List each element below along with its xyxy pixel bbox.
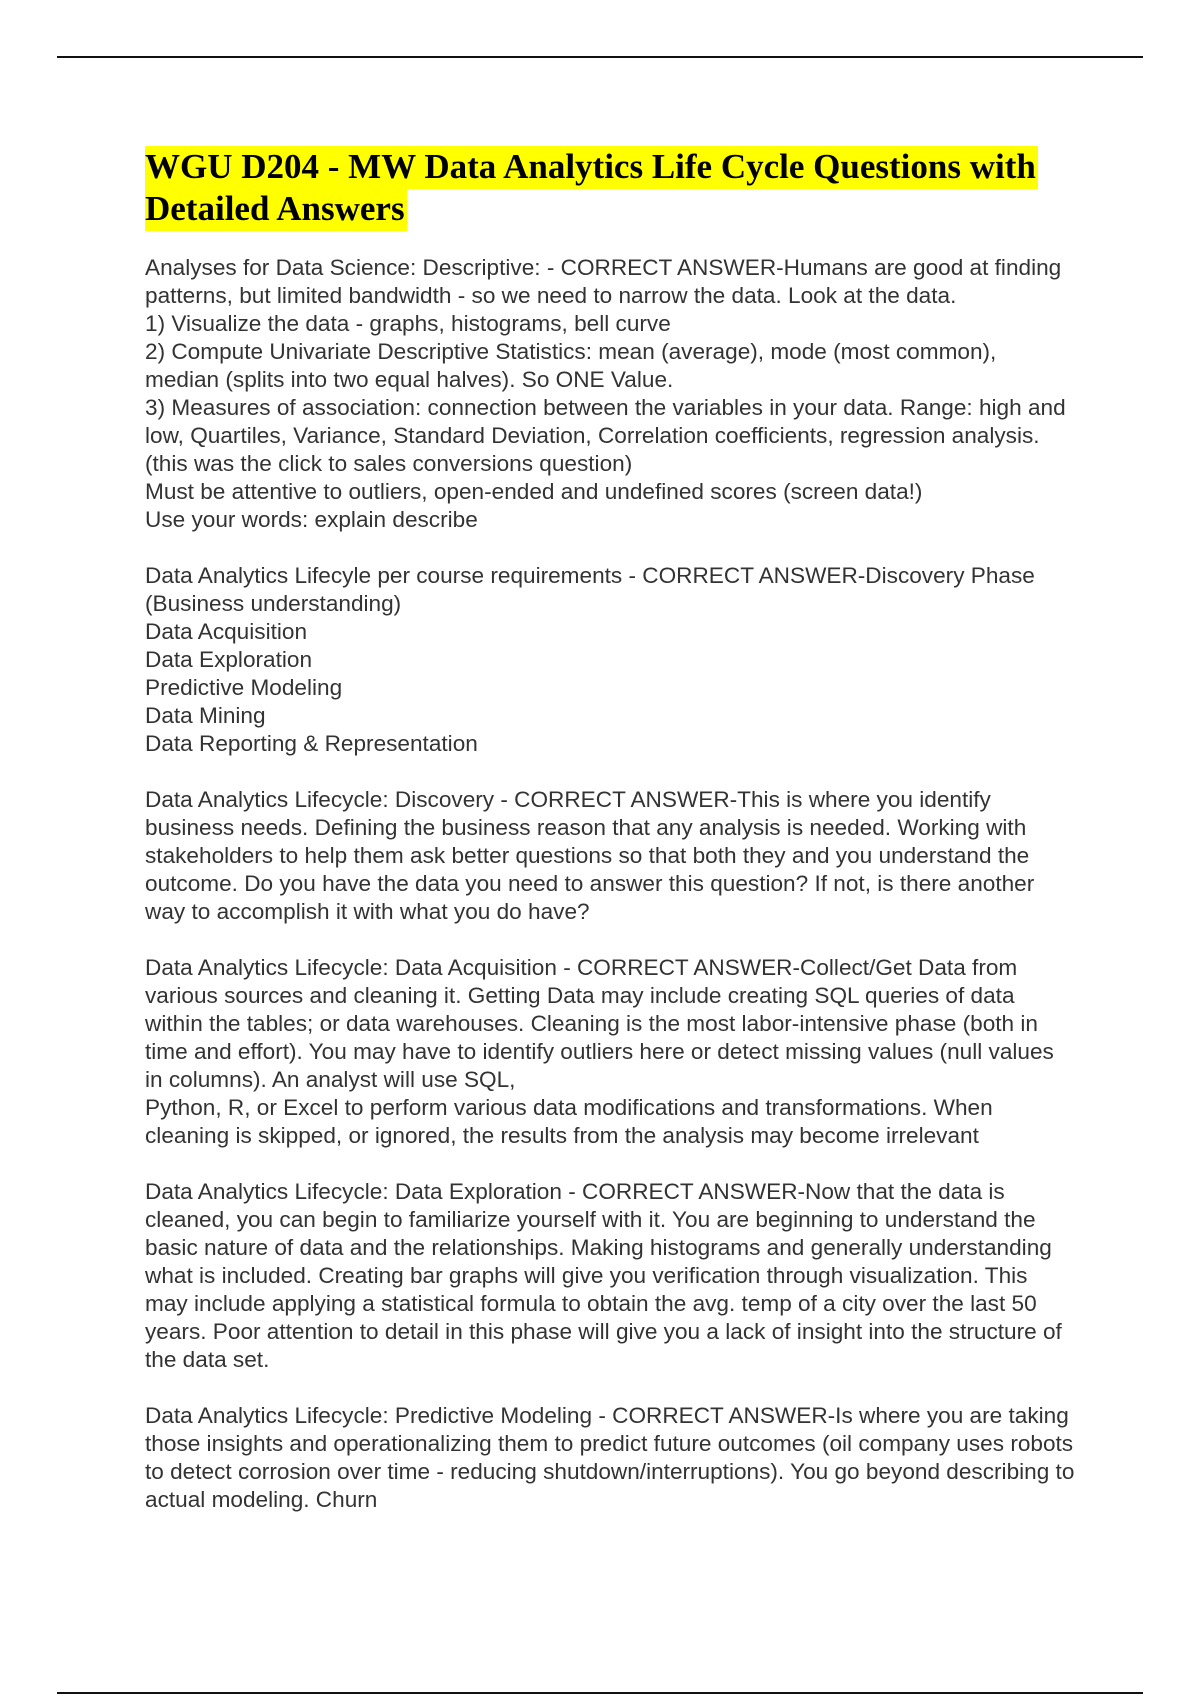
qa-entry-data-exploration xyxy=(145,1178,1075,1374)
qa-entry-predictive-modeling xyxy=(145,1402,1075,1514)
entry-line: Python, R, or Excel to perform various data modifications and transformations. When cleaning is skipped, or ignored, the results from the analysis may become irrelevant xyxy=(145,1095,993,1148)
entry-line: Data Analytics Lifecycle: Data Exploration - CORRECT ANSWER-Now that the data is cleaned, you can begin to familiarize yourself with it. You are beginning to understand the basic nature of data and the relationships. Making histograms and generally understanding what is included. Creating bar graphs will give you verification through visualization. This may include applying a statistical formula to obtain the avg. temp of a city over the last 50 years. Poor attention to detail in this phase will give you a lack of insight into the structure of the data set. xyxy=(145,1179,1062,1372)
entry-line: Predictive Modeling xyxy=(145,675,343,700)
document-body xyxy=(145,254,1075,1514)
entry-line: Data Mining xyxy=(145,703,266,728)
footer-rule xyxy=(57,1692,1143,1694)
entry-line: Must be attentive to outliers, open-ended and undefined scores (screen data!) xyxy=(145,479,923,504)
entry-line: Data Analytics Lifecycle: Data Acquisition - CORRECT ANSWER-Collect/Get Data from various sources and cleaning it. Getting Data may include creating SQL queries of data within the tables; or data warehouses. Cleaning is the most labor-intensive phase (both in time and effort). You may have to identify outliers here or detect missing values (null values in columns). An analyst will use SQL, xyxy=(145,955,1054,1092)
entry-line: Data Exploration xyxy=(145,647,313,672)
qa-entry-descriptive-analyses xyxy=(145,254,1075,534)
document-title xyxy=(145,146,1075,230)
entry-line: 3) Measures of association: connection between the variables in your data. Range: high and low, Quartiles, Variance, Standard Deviation, Correlation coefficients, regression analysis. (this was the click to sales conversions question) xyxy=(145,395,1066,476)
entry-line: Analyses for Data Science: Descriptive: - CORRECT ANSWER-Humans are good at finding patterns, but limited bandwidth - so we need to narrow the data. Look at the data. xyxy=(145,255,1062,308)
entry-line: Data Reporting & Representation xyxy=(145,731,478,756)
qa-entry-data-acquisition xyxy=(145,954,1075,1150)
entry-line: Data Analytics Lifecyle per course requirements - CORRECT ANSWER-Discovery Phase (Business understanding) xyxy=(145,563,1035,616)
document-title-text: WGU D204 - MW Data Analytics Life Cycle Questions with Detailed Answers xyxy=(145,146,1038,231)
entry-line: Data Acquisition xyxy=(145,619,308,644)
entry-line: 1) Visualize the data - graphs, histograms, bell curve xyxy=(145,311,671,336)
entry-line: Use your words: explain describe xyxy=(145,507,478,532)
document-page xyxy=(145,146,1075,1514)
entry-line: Data Analytics Lifecycle: Predictive Modeling - CORRECT ANSWER-Is where you are taking those insights and operationalizing them to predict future outcomes (oil company uses robots to detect corrosion over time - reducing shutdown/interruptions). You go beyond describing to actual modeling. Churn xyxy=(145,1403,1075,1512)
entry-line: 2) Compute Univariate Descriptive Statistics: mean (average), mode (most common), median (splits into two equal halves). So ONE Value. xyxy=(145,339,997,392)
header-rule xyxy=(57,56,1143,58)
qa-entry-lifecycle-phases xyxy=(145,562,1075,758)
entry-line: Data Analytics Lifecycle: Discovery - CORRECT ANSWER-This is where you identify business needs. Defining the business reason that any analysis is needed. Working with stakeholders to help them ask better questions so that both they and you understand the outcome. Do you have the data you need to answer this question? If not, is there another way to accomplish it with what you do have? xyxy=(145,787,1035,924)
qa-entry-discovery xyxy=(145,786,1075,926)
